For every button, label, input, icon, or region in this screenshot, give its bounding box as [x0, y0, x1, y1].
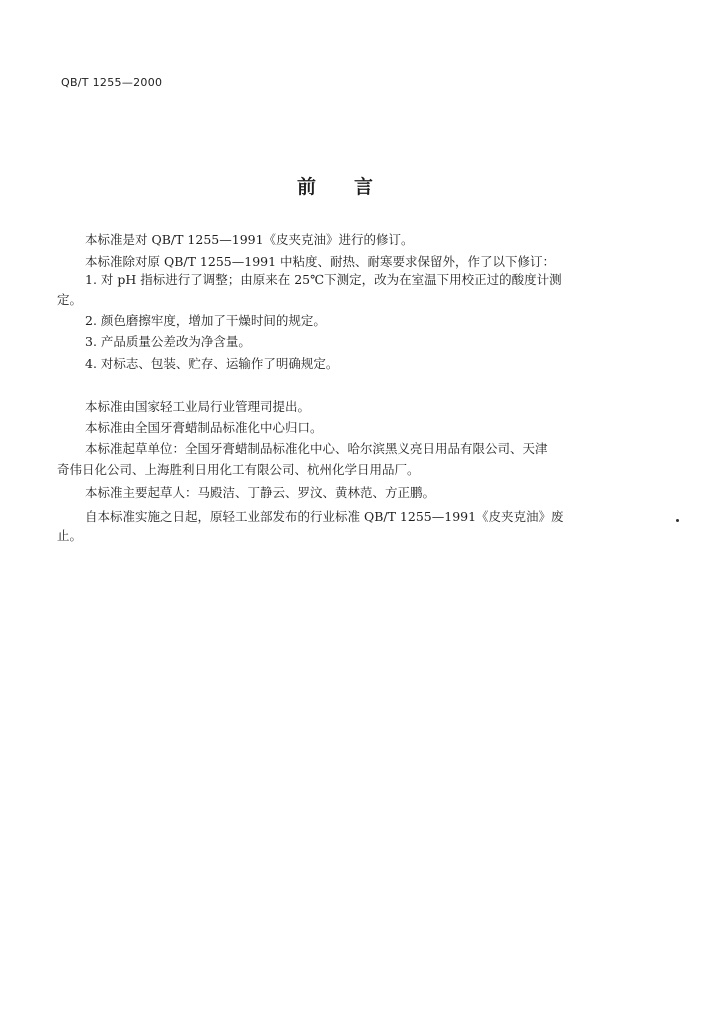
paragraph-line: 奇伟日化公司、上海胜利日用化工有限公司、杭州化学日用品厂。 [57, 462, 420, 477]
paragraph-line: 自本标准实施之日起，原轻工业部发布的行业标准 QB/T 1255—1991《皮夹克油》废 [85, 509, 564, 524]
paragraph-line: 2. 颜色磨擦牢度，增加了干燥时间的规定。 [85, 313, 326, 328]
paragraph-line: 3. 产品质量公差改为净含量。 [85, 334, 251, 349]
paragraph-line: 本标准是对 QB/T 1255—1991《皮夹克油》进行的修订。 [85, 232, 414, 247]
document-code: QB/T 1255—2000 [61, 76, 163, 89]
page-title: 前言 [296, 176, 411, 198]
paragraph-line: 4. 对标志、包装、贮存、运输作了明确规定。 [85, 356, 339, 371]
paragraph-line: 本标准主要起草人：马殿洁、丁静云、罗汶、黄林范、方正鹏。 [85, 485, 436, 500]
paragraph-line: 本标准由国家轻工业局行业管理司提出。 [85, 399, 311, 414]
paragraph-line: 1. 对 pH 指标进行了调整；由原来在 25℃下测定，改为在室温下用校正过的酸度计测 [85, 272, 562, 287]
paragraph-line: 本标准除对原 QB/T 1255—1991 中粘度、耐热、耐寒要求保留外，作了以下修订： [85, 254, 556, 269]
scan-speck [676, 519, 679, 522]
paragraph-line: 定。 [57, 292, 83, 307]
paragraph-line: 本标准起草单位：全国牙膏蜡制品标准化中心、哈尔滨黑义亮日用品有限公司、天津 [85, 441, 548, 456]
paragraph-line: 止。 [57, 528, 83, 543]
paragraph-line: 本标准由全国牙膏蜡制品标准化中心归口。 [85, 420, 323, 435]
